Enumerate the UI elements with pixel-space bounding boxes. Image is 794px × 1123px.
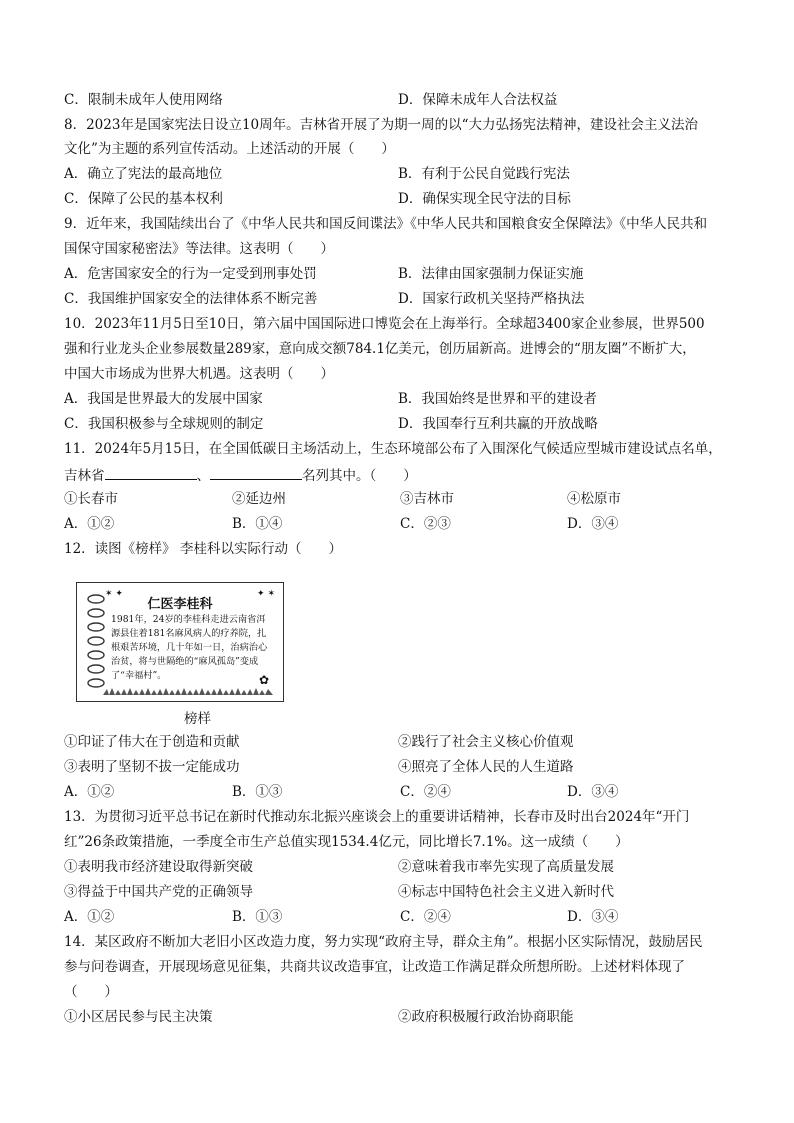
role-model-figure <box>76 582 284 702</box>
q11-answer-blank-2[interactable] <box>210 465 302 480</box>
q11-option-d: D．③④ <box>567 516 619 532</box>
q11-stem-suffix: 名列其中。（ ） <box>302 468 417 484</box>
q9-option-c: C．我国维护国家安全的法律体系不断完善 <box>64 291 318 307</box>
q13-stem-line1: 13．为贯彻习近平总书记在新时代推动东北振兴座谈会上的重要讲话精神，长春市及时出台2024年“开门 <box>64 809 690 825</box>
flower-decoration-icon: ✿ <box>258 673 269 687</box>
q7-option-c: C．限制未成年人使用网络 <box>64 92 223 108</box>
q14-stem-line3: （ ） <box>64 984 118 1000</box>
q12-item-2: ②践行了社会主义核心价值观 <box>398 734 574 750</box>
figure-caption: 榜样 <box>184 711 211 727</box>
q12-item-3: ③表明了坚韧不拔一定能成功 <box>64 759 240 775</box>
q13-item-1: ①表明我市经济建设取得新突破 <box>64 859 253 875</box>
q9-stem-line1: 9．近年来，我国陆续出台了《中华人民共和国反间谍法》《中华人民共和国粮食安全保障法》《中华人民共和 <box>64 216 708 232</box>
q13-option-c: C．②④ <box>400 909 451 925</box>
q10-option-c: C．我国积极参与全球规则的制定 <box>64 416 264 432</box>
q7-option-d: D．保障未成年人合法权益 <box>398 92 558 108</box>
q11-item-2: ②延边州 <box>232 491 286 507</box>
q11-answer-blank-1[interactable] <box>105 465 197 480</box>
q8-option-d: D．确保实现全民守法的目标 <box>398 191 571 207</box>
q10-option-a: A．我国是世界最大的发展中国家 <box>64 391 263 407</box>
q13-option-b: B．①③ <box>232 909 283 925</box>
q8-stem-line2: 文化”为主题的系列宣传活动。上述活动的开展（ ） <box>64 141 395 157</box>
q11-option-c: C．②③ <box>400 516 451 532</box>
figure-text: 1981年，24岁的李桂科走进云南省洱源县住着181名麻风病人的疗养院，扎根艰苦环境，几十年如一日，治病治心治贫，将与世隔绝的“麻风孤岛”变成了“幸福村”。 <box>111 614 268 681</box>
q9-option-d: D．国家行政机关坚持严格执法 <box>398 291 585 307</box>
q13-option-d: D．③④ <box>567 909 619 925</box>
q12-option-d: D．③④ <box>567 784 619 800</box>
q11-item-1: ①长春市 <box>64 491 118 507</box>
q11-option-b: B．①④ <box>232 516 283 532</box>
q13-item-4: ④标志中国特色社会主义进入新时代 <box>398 884 614 900</box>
q12-option-b: B．①③ <box>232 784 283 800</box>
q14-item-2: ②政府积极履行政治协商职能 <box>398 1009 574 1025</box>
q12-option-a: A．①② <box>64 784 115 800</box>
q13-option-a: A．①② <box>64 909 115 925</box>
q9-option-a: A．危害国家安全的行为一定受到刑事处罚 <box>64 266 317 282</box>
star-decoration-icon: ✶ ✦ <box>105 589 123 599</box>
q10-option-b: B．我国始终是世界和平的建设者 <box>398 391 597 407</box>
q10-stem-line3: 中国大市场成为世界大机遇。这表明（ ） <box>64 366 334 382</box>
q11-item-4: ④松原市 <box>567 491 621 507</box>
q8-option-a: A．确立了宪法的最高地位 <box>64 166 223 182</box>
grass-decoration-icon <box>103 687 273 695</box>
q11-option-a: A．①② <box>64 516 115 532</box>
q8-option-c: C．保障了公民的基本权利 <box>64 191 223 207</box>
q11-stem-line1: 11．2024年5月15日，在全国低碳日主场活动上，生态环境部公布了入围深化气候适应型城市建设试点名单， <box>64 441 722 457</box>
q13-item-3: ③得益于中国共产党的正确领导 <box>64 884 253 900</box>
q12-option-c: C．②④ <box>400 784 451 800</box>
q11-stem-prefix: 吉林省 <box>64 468 105 484</box>
q9-stem-line2: 国保守国家秘密法》等法律。这表明（ ） <box>64 241 334 257</box>
q12-item-4: ④照亮了全体人民的人生道路 <box>398 759 574 775</box>
q11-stem-line2 <box>64 465 417 485</box>
q10-stem-line2: 强和行业龙头企业参展数量289家，意向成交额784.1亿美元，创历届新高。进博会的“朋友圈”不断扩大， <box>64 341 696 357</box>
q9-option-b: B．法律由国家强制力保证实施 <box>398 266 584 282</box>
figure-title: 仁医李桂科 <box>147 597 213 612</box>
q8-stem-line1: 8．2023年是国家宪法日设立10周年。吉林省开展了为期一周的以“大力弘扬宪法精神，建设社会主义法治 <box>64 117 699 133</box>
q14-item-1: ①小区居民参与民主决策 <box>64 1009 213 1025</box>
q10-stem-line1: 10．2023年11月5日至10日，第六届中国国际进口博览会在上海举行。全球超3400家企业参展，世界500 <box>64 316 705 332</box>
q12-stem: 12．读图《榜样》 李桂科以实际行动（ ） <box>64 541 342 557</box>
q13-item-2: ②意味着我市率先实现了高质量发展 <box>398 859 614 875</box>
q12-item-1: ①印证了伟大在于创造和贡献 <box>64 734 240 750</box>
q14-stem-line2: 参与问卷调查，开展现场意见征集，共商共议改造事宜，让改造工作满足群众所想所盼。上述材料体现了 <box>64 959 685 975</box>
q14-stem-line1: 14．某区政府不断加大老旧小区改造力度，努力实现“政府主导，群众主角”。根据小区实际情况，鼓励居民 <box>64 934 703 950</box>
q13-stem-line2: 红”26条政策措施，一季度全市生产总值实现1534.4亿元，同比增长7.1%。这一成绩（ ） <box>64 834 629 850</box>
q11-item-3: ③吉林市 <box>400 491 454 507</box>
q8-option-b: B．有利于公民自觉践行宪法 <box>398 166 570 182</box>
star-decoration-icon: ✦ ✶ <box>257 589 275 599</box>
q11-stem-separator: 、 <box>196 468 210 484</box>
q10-option-d: D．我国奉行互利共赢的开放战略 <box>398 416 598 432</box>
